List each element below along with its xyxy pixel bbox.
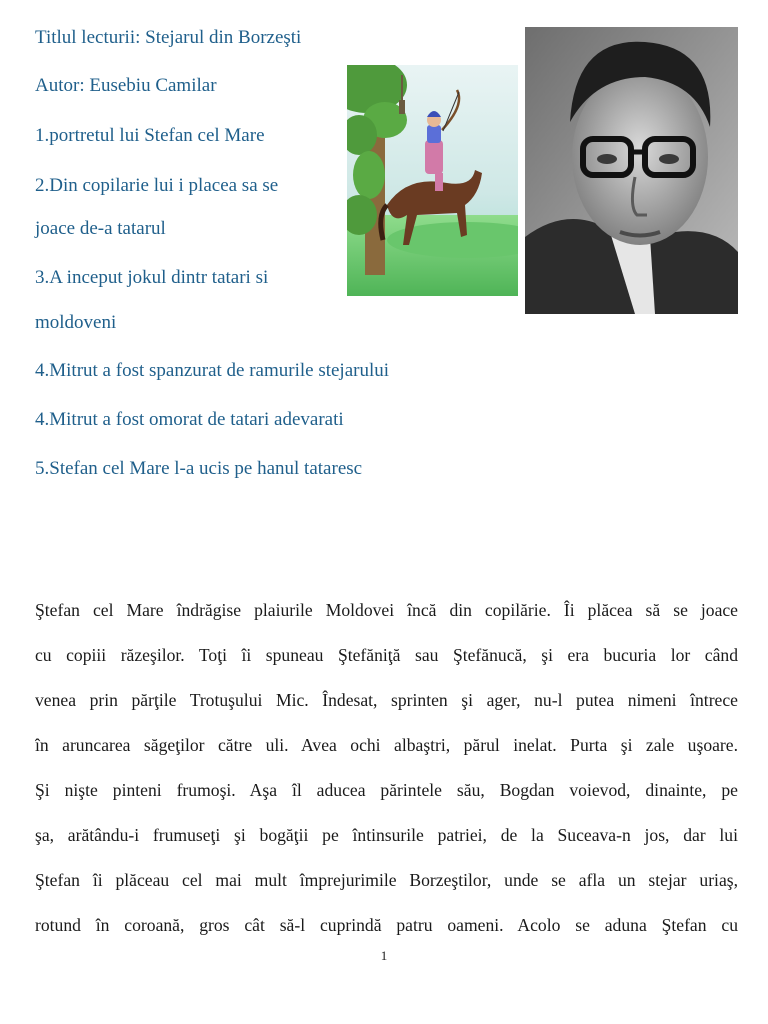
lesson-author: Autor: Eusebiu Camilar: [35, 75, 217, 96]
paragraph-line: şa, arătându-i frumuseţi şi bogăţii pe întinsurile patriei, de la Suceava-n jos, dar lui: [35, 825, 738, 845]
rider-illustration-image: [347, 65, 518, 296]
paragraph-line: Ştefan cel Mare îndrăgise plaiurile Moldovei încă din copilărie. Îi plăcea să se joace: [35, 600, 738, 620]
note-item-2-line-2: joace de-a tatarul: [35, 218, 166, 239]
page-number: 1: [380, 948, 388, 963]
note-item-4b: 4.Mitrut a fost omorat de tatari adevarati: [35, 409, 344, 430]
body-paragraph: [35, 588, 738, 948]
note-item-2-line-1: 2.Din copilarie lui i placea sa se: [35, 175, 279, 196]
lesson-title: Titlul lecturii: Stejarul din Borzeşti: [35, 27, 302, 48]
note-item-3-line-1: 3.A inceput jokul dintr tatari si: [35, 267, 269, 288]
note-item-3-line-2: moldoveni: [35, 312, 117, 333]
note-item-4a: 4.Mitrut a fost spanzurat de ramurile stejarului: [35, 360, 390, 381]
paragraph-line: Şi nişte pinteni frumoşi. Aşa îl aducea părintele său, Bogdan voievod, dinainte, pe: [35, 780, 738, 800]
author-portrait-image: [525, 27, 738, 314]
note-item-5: 5.Stefan cel Mare l-a ucis pe hanul tataresc: [35, 458, 363, 479]
note-item-1: 1.portretul lui Stefan cel Mare: [35, 125, 265, 146]
paragraph-line: Ştefan îi plăceau cel mai mult împrejurimile Borzeştilor, unde se afla un stejar uriaş,: [35, 870, 738, 890]
paragraph-line: rotund în coroană, gros cât să-l cuprindă patru oameni. Acolo se aduna Ştefan cu: [35, 915, 738, 935]
paragraph-line: în aruncarea săgeţilor către uli. Avea ochi albaştri, părul inelat. Purta şi zale uşoare.: [35, 735, 738, 755]
paragraph-line: cu copiii răzeşilor. Toţi îi spuneau Ştefăniţă sau Ştefănucă, şi era bucuria lor când: [35, 645, 738, 665]
paragraph-line: venea prin părţile Trotuşului Mic. Îndesat, sprinten şi ager, nu-l putea nimeni întrece: [35, 690, 738, 710]
